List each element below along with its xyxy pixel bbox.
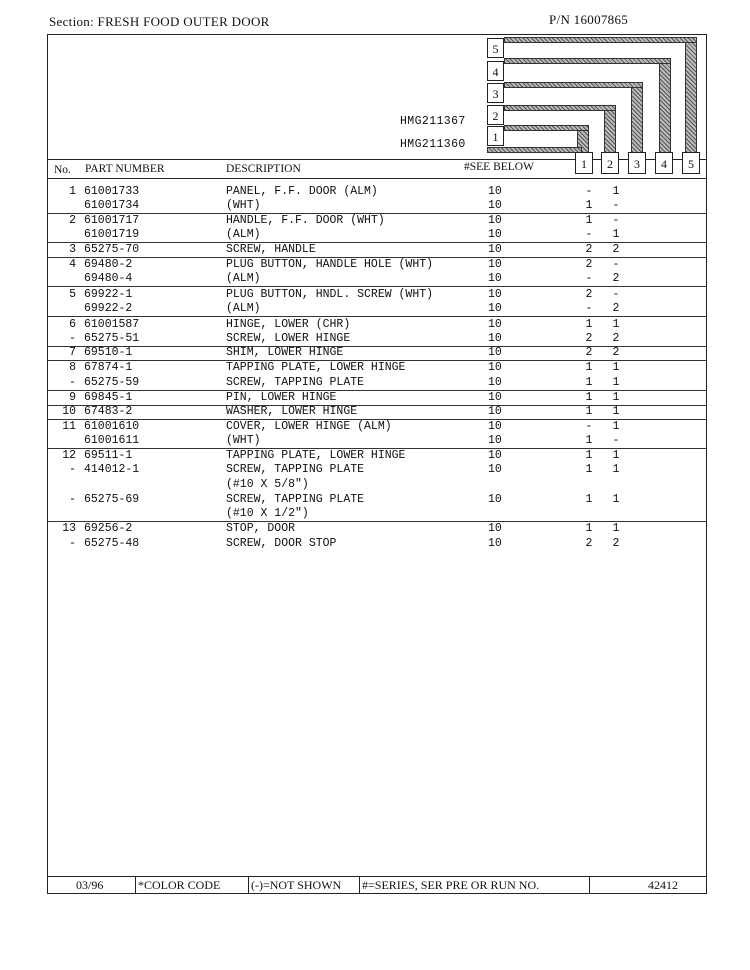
cell-c1: - bbox=[585, 420, 593, 433]
cell-qty: 10 bbox=[488, 258, 502, 271]
cell-desc: COVER, LOWER HINGE (ALM) bbox=[226, 420, 392, 433]
cell-c2: 1 bbox=[612, 376, 620, 389]
cell-part: 69845-1 bbox=[84, 391, 133, 404]
cell-desc: (WHT) bbox=[226, 434, 261, 447]
footer-series-note: #=SERIES, SER PRE OR RUN NO. bbox=[362, 878, 540, 892]
cell-qty: 10 bbox=[488, 185, 502, 198]
table-row bbox=[0, 332, 750, 346]
cell-part: 61001719 bbox=[84, 228, 140, 241]
table-row bbox=[0, 272, 750, 286]
table-row bbox=[0, 405, 750, 419]
cell-part: 69256-2 bbox=[84, 522, 133, 535]
col-header-see-below: #SEE BELOW bbox=[464, 161, 534, 173]
table-row bbox=[0, 522, 750, 536]
cell-part: 69922-2 bbox=[84, 302, 133, 315]
series-number-5: 5 bbox=[487, 38, 504, 58]
cell-desc: SCREW, TAPPING PLATE bbox=[226, 376, 365, 389]
cell-qty: 10 bbox=[488, 405, 502, 418]
col-header-description: DESCRIPTION bbox=[226, 163, 301, 175]
cell-c1: 1 bbox=[585, 405, 593, 418]
cell-qty: 10 bbox=[488, 434, 502, 447]
cell-no: 9 bbox=[69, 391, 76, 404]
cell-part: 65275-70 bbox=[84, 243, 140, 256]
cell-c1: 1 bbox=[585, 361, 593, 374]
cell-c2: 1 bbox=[612, 228, 620, 241]
cell-c1: - bbox=[585, 228, 593, 241]
cell-c1: 1 bbox=[585, 522, 593, 535]
cell-desc: SCREW, HANDLE bbox=[226, 243, 316, 256]
cell-no: 12 bbox=[62, 449, 76, 462]
table-row bbox=[0, 376, 750, 390]
cell-c1: 2 bbox=[585, 243, 593, 256]
col-header-series-1: 1 bbox=[575, 152, 593, 174]
cell-qty: 10 bbox=[488, 493, 502, 506]
cell-c1: 1 bbox=[585, 434, 593, 447]
cell-c1: 1 bbox=[585, 376, 593, 389]
cell-c2: - bbox=[612, 288, 620, 301]
cell-no: - bbox=[69, 376, 76, 389]
series-number-1: 1 bbox=[487, 126, 504, 146]
cell-c2: 1 bbox=[612, 185, 620, 198]
cell-part: 65275-69 bbox=[84, 493, 140, 506]
cell-part: 69511-1 bbox=[84, 449, 133, 462]
cell-no: 1 bbox=[69, 185, 76, 198]
cell-qty: 10 bbox=[488, 228, 502, 241]
cell-c1: 2 bbox=[585, 537, 593, 550]
cell-no: 6 bbox=[69, 318, 76, 331]
cell-desc: PIN, LOWER HINGE bbox=[226, 391, 337, 404]
model-number-2: HMG211360 bbox=[400, 138, 466, 151]
cell-qty: 10 bbox=[488, 463, 502, 476]
cell-qty: 10 bbox=[488, 420, 502, 433]
series-bar-4 bbox=[659, 58, 671, 157]
cell-c2: 1 bbox=[612, 420, 620, 433]
table-row bbox=[0, 478, 750, 492]
cell-desc: WASHER, LOWER HINGE bbox=[226, 405, 358, 418]
table-row bbox=[0, 258, 750, 272]
cell-c2: 1 bbox=[612, 318, 620, 331]
col-header-series-4: 4 bbox=[655, 152, 673, 174]
cell-desc: TAPPING PLATE, LOWER HINGE bbox=[226, 449, 406, 462]
cell-desc: PLUG BUTTON, HANDLE HOLE (WHT) bbox=[226, 258, 434, 271]
cell-no: 4 bbox=[69, 258, 76, 271]
cell-desc: PLUG BUTTON, HNDL. SCREW (WHT) bbox=[226, 288, 434, 301]
cell-c2: 2 bbox=[612, 332, 620, 345]
cell-desc: SCREW, TAPPING PLATE bbox=[226, 493, 365, 506]
cell-qty: 10 bbox=[488, 288, 502, 301]
cell-qty: 10 bbox=[488, 302, 502, 315]
footer-divider-2 bbox=[248, 877, 249, 893]
cell-part: 61001611 bbox=[84, 434, 140, 447]
cell-qty: 10 bbox=[488, 361, 502, 374]
cell-c2: 1 bbox=[612, 361, 620, 374]
cell-qty: 10 bbox=[488, 272, 502, 285]
table-row bbox=[0, 302, 750, 316]
cell-desc: TAPPING PLATE, LOWER HINGE bbox=[226, 361, 406, 374]
series-number-2: 2 bbox=[487, 105, 504, 125]
footer-divider-1 bbox=[135, 877, 136, 893]
table-row bbox=[0, 288, 750, 302]
cell-qty: 10 bbox=[488, 199, 502, 212]
table-row bbox=[0, 537, 750, 551]
cell-c2: - bbox=[612, 434, 620, 447]
col-header-no: No. bbox=[54, 164, 71, 176]
cell-desc: STOP, DOOR bbox=[226, 522, 296, 535]
table-row bbox=[0, 214, 750, 228]
cell-desc: SCREW, TAPPING PLATE bbox=[226, 463, 365, 476]
col-header-series-3: 3 bbox=[628, 152, 646, 174]
series-ribbon-5 bbox=[504, 37, 697, 43]
table-row bbox=[0, 318, 750, 332]
cell-c1: 2 bbox=[585, 288, 593, 301]
cell-qty: 10 bbox=[488, 449, 502, 462]
cell-c1: 1 bbox=[585, 214, 593, 227]
table-row bbox=[0, 434, 750, 448]
cell-qty: 10 bbox=[488, 346, 502, 359]
footer-divider-3 bbox=[359, 877, 360, 893]
table-row bbox=[0, 243, 750, 257]
footer-date: 03/96 bbox=[76, 878, 104, 892]
cell-no: 5 bbox=[69, 288, 76, 301]
table-row bbox=[0, 493, 750, 507]
cell-qty: 10 bbox=[488, 537, 502, 550]
table-row bbox=[0, 361, 750, 375]
cell-no: - bbox=[69, 332, 76, 345]
cell-desc: SCREW, DOOR STOP bbox=[226, 537, 337, 550]
cell-part: 69480-2 bbox=[84, 258, 133, 271]
cell-c1: 2 bbox=[585, 332, 593, 345]
table-row bbox=[0, 346, 750, 360]
cell-c1: 1 bbox=[585, 493, 593, 506]
cell-c1: 1 bbox=[585, 318, 593, 331]
table-row bbox=[0, 199, 750, 213]
cell-part: 69480-4 bbox=[84, 272, 133, 285]
cell-c2: - bbox=[612, 258, 620, 271]
table-row bbox=[0, 507, 750, 521]
cell-desc: SCREW, LOWER HINGE bbox=[226, 332, 351, 345]
cell-qty: 10 bbox=[488, 376, 502, 389]
cell-c2: 1 bbox=[612, 391, 620, 404]
table-row bbox=[0, 420, 750, 434]
cell-desc: (ALM) bbox=[226, 302, 261, 315]
cell-no: 10 bbox=[62, 405, 76, 418]
table-row bbox=[0, 185, 750, 199]
cell-c2: 1 bbox=[612, 449, 620, 462]
cell-part: 61001587 bbox=[84, 318, 140, 331]
series-bar-2 bbox=[604, 105, 616, 157]
cell-no: 8 bbox=[69, 361, 76, 374]
series-number-3: 3 bbox=[487, 83, 504, 103]
series-ribbon-2 bbox=[504, 105, 616, 111]
cell-c1: - bbox=[585, 185, 593, 198]
footer-page-number: 42412 bbox=[648, 878, 678, 892]
footer-not-shown: (-)=NOT SHOWN bbox=[251, 878, 342, 892]
cell-c1: 2 bbox=[585, 346, 593, 359]
cell-part: 414012-1 bbox=[84, 463, 140, 476]
table-row bbox=[0, 463, 750, 477]
cell-part: 65275-51 bbox=[84, 332, 140, 345]
table-row bbox=[0, 449, 750, 463]
cell-no: - bbox=[69, 537, 76, 550]
table-row bbox=[0, 228, 750, 242]
cell-part: 67483-2 bbox=[84, 405, 133, 418]
cell-c2: 2 bbox=[612, 346, 620, 359]
series-ribbon-1 bbox=[504, 125, 589, 131]
series-ribbon-0 bbox=[487, 147, 582, 153]
part-number-label: P/N 16007865 bbox=[549, 12, 629, 27]
cell-desc: HINGE, LOWER (CHR) bbox=[226, 318, 351, 331]
cell-c2: 1 bbox=[612, 463, 620, 476]
cell-c2: 1 bbox=[612, 493, 620, 506]
cell-no: - bbox=[69, 463, 76, 476]
cell-qty: 10 bbox=[488, 243, 502, 256]
col-header-part: PART NUMBER bbox=[85, 163, 165, 175]
series-bar-5 bbox=[685, 37, 697, 157]
cell-part: 69922-1 bbox=[84, 288, 133, 301]
series-number-4: 4 bbox=[487, 61, 504, 81]
cell-c1: 1 bbox=[585, 391, 593, 404]
cell-desc: (WHT) bbox=[226, 199, 261, 212]
col-header-series-5: 5 bbox=[682, 152, 700, 174]
cell-part: 65275-59 bbox=[84, 376, 140, 389]
row-divider bbox=[47, 286, 707, 287]
cell-desc: HANDLE, F.F. DOOR (WHT) bbox=[226, 214, 385, 227]
cell-c2: - bbox=[612, 199, 620, 212]
cell-no: 7 bbox=[69, 346, 76, 359]
section-title: Section: FRESH FOOD OUTER DOOR bbox=[49, 14, 270, 29]
cell-qty: 10 bbox=[488, 318, 502, 331]
cell-part: 61001610 bbox=[84, 420, 140, 433]
cell-desc: (ALM) bbox=[226, 272, 261, 285]
cell-c1: - bbox=[585, 302, 593, 315]
cell-qty: 10 bbox=[488, 214, 502, 227]
cell-part: 65275-48 bbox=[84, 537, 140, 550]
series-bar-3 bbox=[631, 82, 643, 157]
table-row bbox=[0, 391, 750, 405]
series-ribbon-3 bbox=[504, 82, 643, 88]
row-divider bbox=[47, 316, 707, 317]
cell-c1: 1 bbox=[585, 463, 593, 476]
model-number-1: HMG211367 bbox=[400, 115, 466, 128]
cell-part: 67874-1 bbox=[84, 361, 133, 374]
cell-c2: 1 bbox=[612, 522, 620, 535]
cell-c1: 1 bbox=[585, 199, 593, 212]
cell-no: 2 bbox=[69, 214, 76, 227]
cell-part: 61001733 bbox=[84, 185, 140, 198]
cell-no: - bbox=[69, 493, 76, 506]
cell-no: 11 bbox=[62, 420, 76, 433]
cell-c2: 2 bbox=[612, 243, 620, 256]
cell-c1: - bbox=[585, 272, 593, 285]
footer-divider-4 bbox=[589, 877, 590, 893]
cell-part: 61001717 bbox=[84, 214, 140, 227]
cell-c1: 1 bbox=[585, 449, 593, 462]
cell-desc: (#10 X 5/8") bbox=[226, 478, 309, 491]
cell-desc: (#10 X 1/2") bbox=[226, 507, 309, 520]
cell-desc: SHIM, LOWER HINGE bbox=[226, 346, 344, 359]
footer-color-code: *COLOR CODE bbox=[138, 878, 221, 892]
cell-qty: 10 bbox=[488, 522, 502, 535]
cell-desc: PANEL, F.F. DOOR (ALM) bbox=[226, 185, 378, 198]
cell-qty: 10 bbox=[488, 391, 502, 404]
cell-c2: 2 bbox=[612, 537, 620, 550]
series-ribbon-4 bbox=[504, 58, 671, 64]
cell-part: 61001734 bbox=[84, 199, 140, 212]
column-header-divider bbox=[47, 178, 707, 179]
cell-no: 3 bbox=[69, 243, 76, 256]
cell-c1: 2 bbox=[585, 258, 593, 271]
series-diagram bbox=[480, 34, 707, 160]
cell-c2: 1 bbox=[612, 405, 620, 418]
cell-c2: - bbox=[612, 214, 620, 227]
cell-c2: 2 bbox=[612, 302, 620, 315]
cell-part: 69510-1 bbox=[84, 346, 133, 359]
cell-desc: (ALM) bbox=[226, 228, 261, 241]
cell-c2: 2 bbox=[612, 272, 620, 285]
cell-no: 13 bbox=[62, 522, 76, 535]
col-header-series-2: 2 bbox=[601, 152, 619, 174]
cell-qty: 10 bbox=[488, 332, 502, 345]
